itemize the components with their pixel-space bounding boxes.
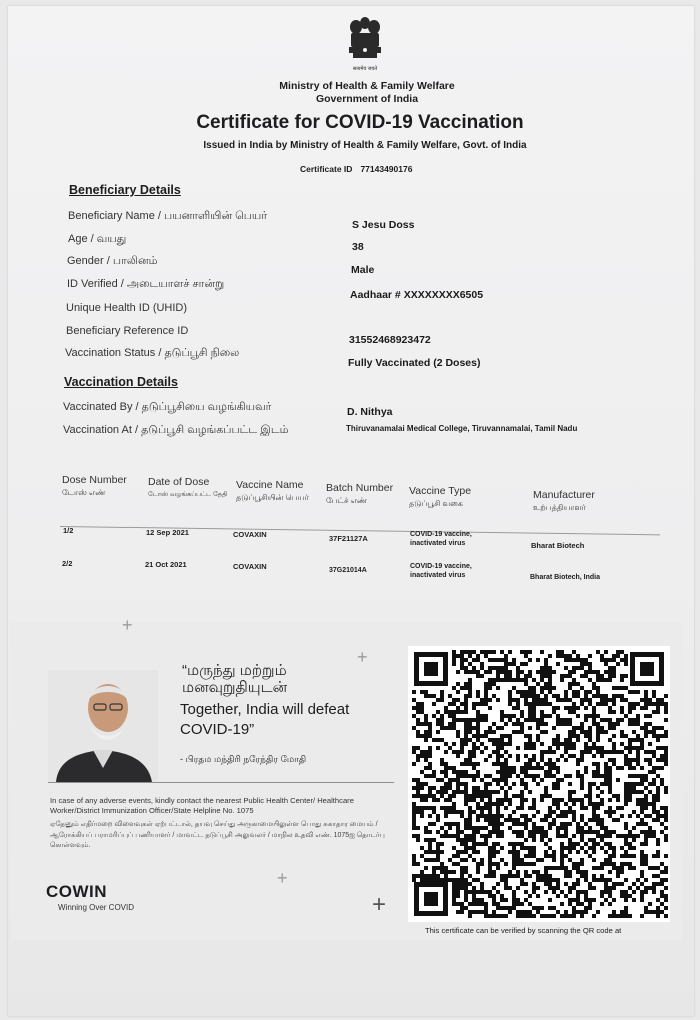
field-value-name: S Jesu Doss [352, 219, 415, 231]
field-label-vaccinated-at: Vaccination At / தடுப்பூசி வழங்கப்பட்ட இடம் [63, 424, 289, 436]
ministry-name: Ministry of Health & Family Welfare [279, 80, 455, 92]
row1-batch: 37F21127A [329, 534, 368, 543]
field-label-age: Age / வயது [68, 233, 127, 245]
th-batch-number-ta: பேட்ச் எண் [326, 496, 368, 505]
row1-dose: 1/2 [63, 526, 74, 535]
row2-type: COVID-19 vaccine, inactivated virus [410, 563, 472, 579]
field-label-reference-id: Beneficiary Reference ID [66, 325, 189, 337]
quote-tamil-line1: “மருந்து மற்றும் [182, 662, 287, 679]
row1-date: 12 Sep 2021 [146, 528, 189, 537]
th-batch-number-en: Batch Number [326, 482, 394, 494]
field-label-uhid: Unique Health ID (UHID) [66, 302, 188, 314]
cowin-logo: COWIN [46, 882, 108, 901]
field-label-name: Beneficiary Name / பயனாளியின் பெயர் [68, 210, 268, 222]
quote-tamil-line2: மனவுறுதியுடன் [182, 679, 288, 696]
certificate-id-label: Certificate ID [300, 164, 353, 174]
th-dose-number-en: Dose Number [62, 474, 127, 486]
plus-mark-icon: + [122, 615, 133, 635]
th-date-of-dose [148, 476, 228, 499]
row2-dose: 2/2 [62, 559, 73, 568]
field-value-vaccinated-at: Thiruvanamalai Medical College, Tiruvannamalai, Tamil Nadu [346, 424, 578, 433]
cowin-tagline: Winning Over COVID [58, 903, 135, 912]
beneficiary-heading: Beneficiary Details [69, 183, 181, 197]
th-vaccine-name [236, 479, 309, 502]
row2-vaccine: COVAXIN [233, 562, 267, 571]
quote-attribution: - பிரதம மந்திரி நரேந்திர மோதி [180, 754, 307, 764]
adverse-events-tamil: ஏதேனும் எதிர்மறை விளைவுகள் ஏற்பட்டால், தயவு செய்து அருகாமையிலுள்ள பொது சுகாதார மையம் / ஆரோக்கியப் பராமரிப்புப் பணியாளர் / மாவட்ட தடுப்பூசி அலுவலர் / மாநில உதவி எண். 1075ஐ தொடர்பு கொள்ளவும். [50, 821, 385, 849]
field-label-id-verified: ID Verified / அடையாளச் சான்று [67, 278, 225, 290]
quote-english: Together, India will defeat COVID-19” [180, 701, 350, 738]
th-vaccine-type-ta: தடுப்பூசி வகை [409, 499, 463, 508]
plus-mark-icon: + [357, 647, 368, 667]
field-label-vaccinated-by: Vaccinated By / தடுப்பூசியை வழங்கியவர் [63, 401, 272, 413]
th-date-of-dose-en: Date of Dose [148, 476, 210, 488]
row1-vaccine: COVAXIN [233, 530, 267, 539]
th-vaccine-name-en: Vaccine Name [236, 479, 304, 491]
government-name: Government of India [315, 93, 419, 105]
th-dose-number [62, 474, 127, 497]
th-batch-number [326, 482, 393, 505]
portrait-image [48, 670, 158, 782]
issued-by: Issued in India by Ministry of Health & Family Welfare, Govt. of India [203, 140, 527, 151]
adverse-events-english: In case of any adverse events, kindly contact the nearest Public Health Center/ Healthcare Worker/District Immunization Officer/State Helpline No. 1075 [50, 796, 354, 815]
th-vaccine-type-en: Vaccine Type [409, 485, 472, 497]
field-value-vaccinated-by: D. Nithya [347, 406, 393, 418]
footer-divider [48, 782, 394, 783]
verify-note: This certificate can be verified by scanning the QR code at [425, 926, 622, 935]
field-value-reference-id: 31552468923472 [349, 334, 431, 346]
th-date-of-dose-ta: டோஸ் வழங்கப்பட்ட தேதி [148, 491, 228, 498]
field-value-age: 38 [352, 241, 364, 253]
qr-code-icon [408, 646, 670, 922]
row2-date: 21 Oct 2021 [145, 560, 187, 569]
row1-manufacturer: Bharat Biotech [531, 541, 585, 550]
emblem-caption: सत्यमेव जयते [352, 66, 378, 72]
th-manufacturer [533, 489, 595, 512]
th-dose-number-ta: டோஸ் எண் [62, 488, 106, 497]
vaccination-heading: Vaccination Details [64, 375, 178, 389]
field-value-vaccination-status: Fully Vaccinated (2 Doses) [348, 357, 481, 369]
certificate-id-value: 77143490176 [360, 164, 413, 174]
row2-manufacturer: Bharat Biotech, India [530, 574, 601, 581]
row1-type: COVID-19 vaccine, inactivated virus [410, 531, 472, 547]
field-label-gender: Gender / பாலினம் [67, 255, 158, 267]
field-value-id-verified: Aadhaar # XXXXXXXX6505 [350, 289, 484, 301]
certificate-id [300, 164, 412, 174]
plus-mark-icon: + [277, 868, 288, 888]
field-value-gender: Male [351, 264, 375, 276]
certificate-title: Certificate for COVID-19 Vaccination [196, 112, 524, 133]
th-vaccine-type [409, 485, 471, 508]
th-manufacturer-en: Manufacturer [533, 489, 595, 501]
field-label-vaccination-status: Vaccination Status / தடுப்பூசி நிலை [65, 347, 240, 359]
row2-batch: 37G21014A [329, 567, 367, 574]
th-vaccine-name-ta: தடுப்பூசியின் பெயர் [236, 493, 309, 502]
plus-mark-icon: + [372, 891, 387, 918]
th-manufacturer-ta: உற்பத்தியாளர் [533, 503, 586, 512]
